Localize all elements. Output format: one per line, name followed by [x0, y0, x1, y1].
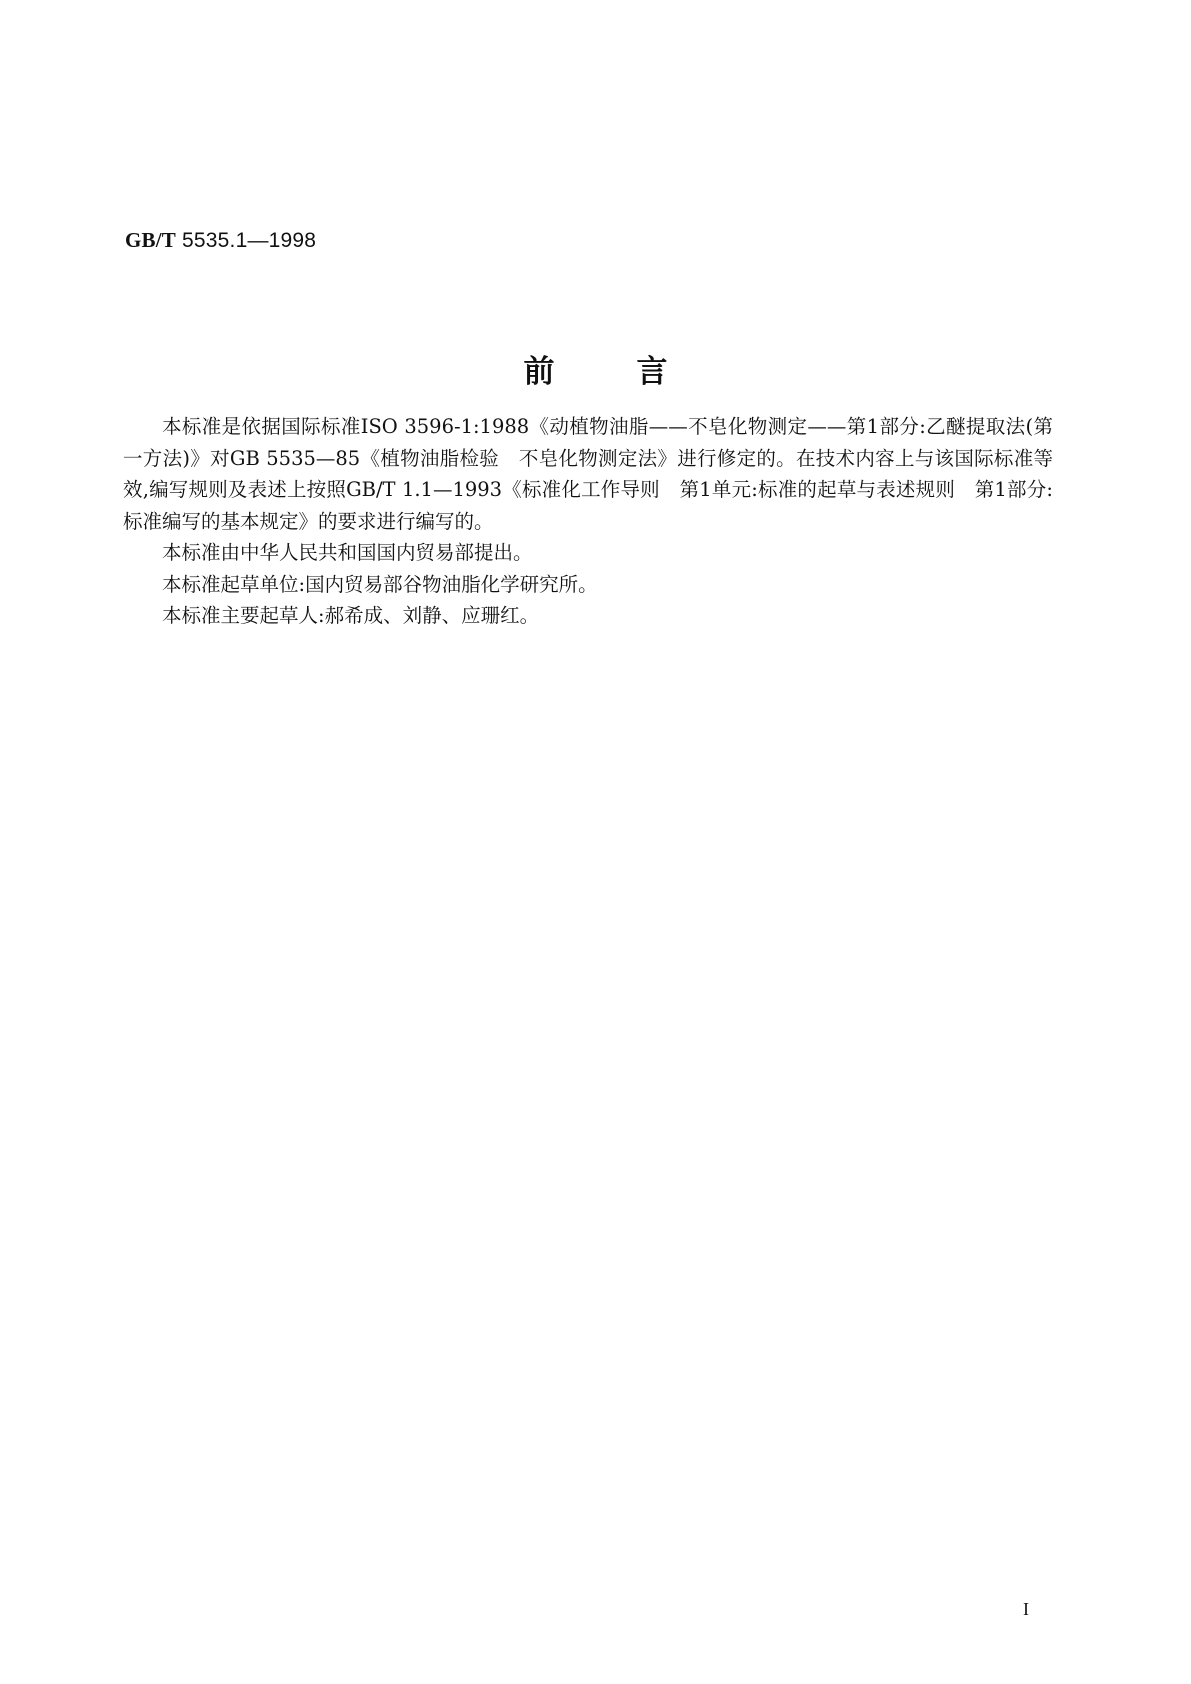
- page-number: I: [1023, 1599, 1029, 1619]
- paragraph-drafting-unit: 本标准起草单位:国内贸易部谷物油脂化学研究所。: [162, 572, 598, 596]
- paragraph-drafters: 本标准主要起草人:郝希成、刘静、应珊红。: [162, 604, 540, 627]
- foreword-title: 前言: [523, 354, 750, 390]
- standard-number: 5535.1—1998: [182, 229, 317, 252]
- paragraph-basis: 本标准是依据国际标准ISO 3596-1:1988《动植物油脂——不皂化物测定——第1部分:乙醚提取法(第一方法)》对GB 5535—85《植物油脂检验 不皂化物测定法》进行修定的。在技术内容上与该国际标准等效,编写规则及表述上按照GB/T 1.1—1993《标准化工作导则 第1单元:标准的起草与表述规则 第1部分:标准编写的基本规定》的要求进行编写的。: [123, 415, 1053, 533]
- standard-code: [125, 228, 316, 253]
- paragraph-proposer: 本标准由中华人民共和国国内贸易部提出。: [162, 541, 533, 564]
- standard-prefix: GB/T: [125, 228, 176, 252]
- foreword-body: [123, 411, 1053, 632]
